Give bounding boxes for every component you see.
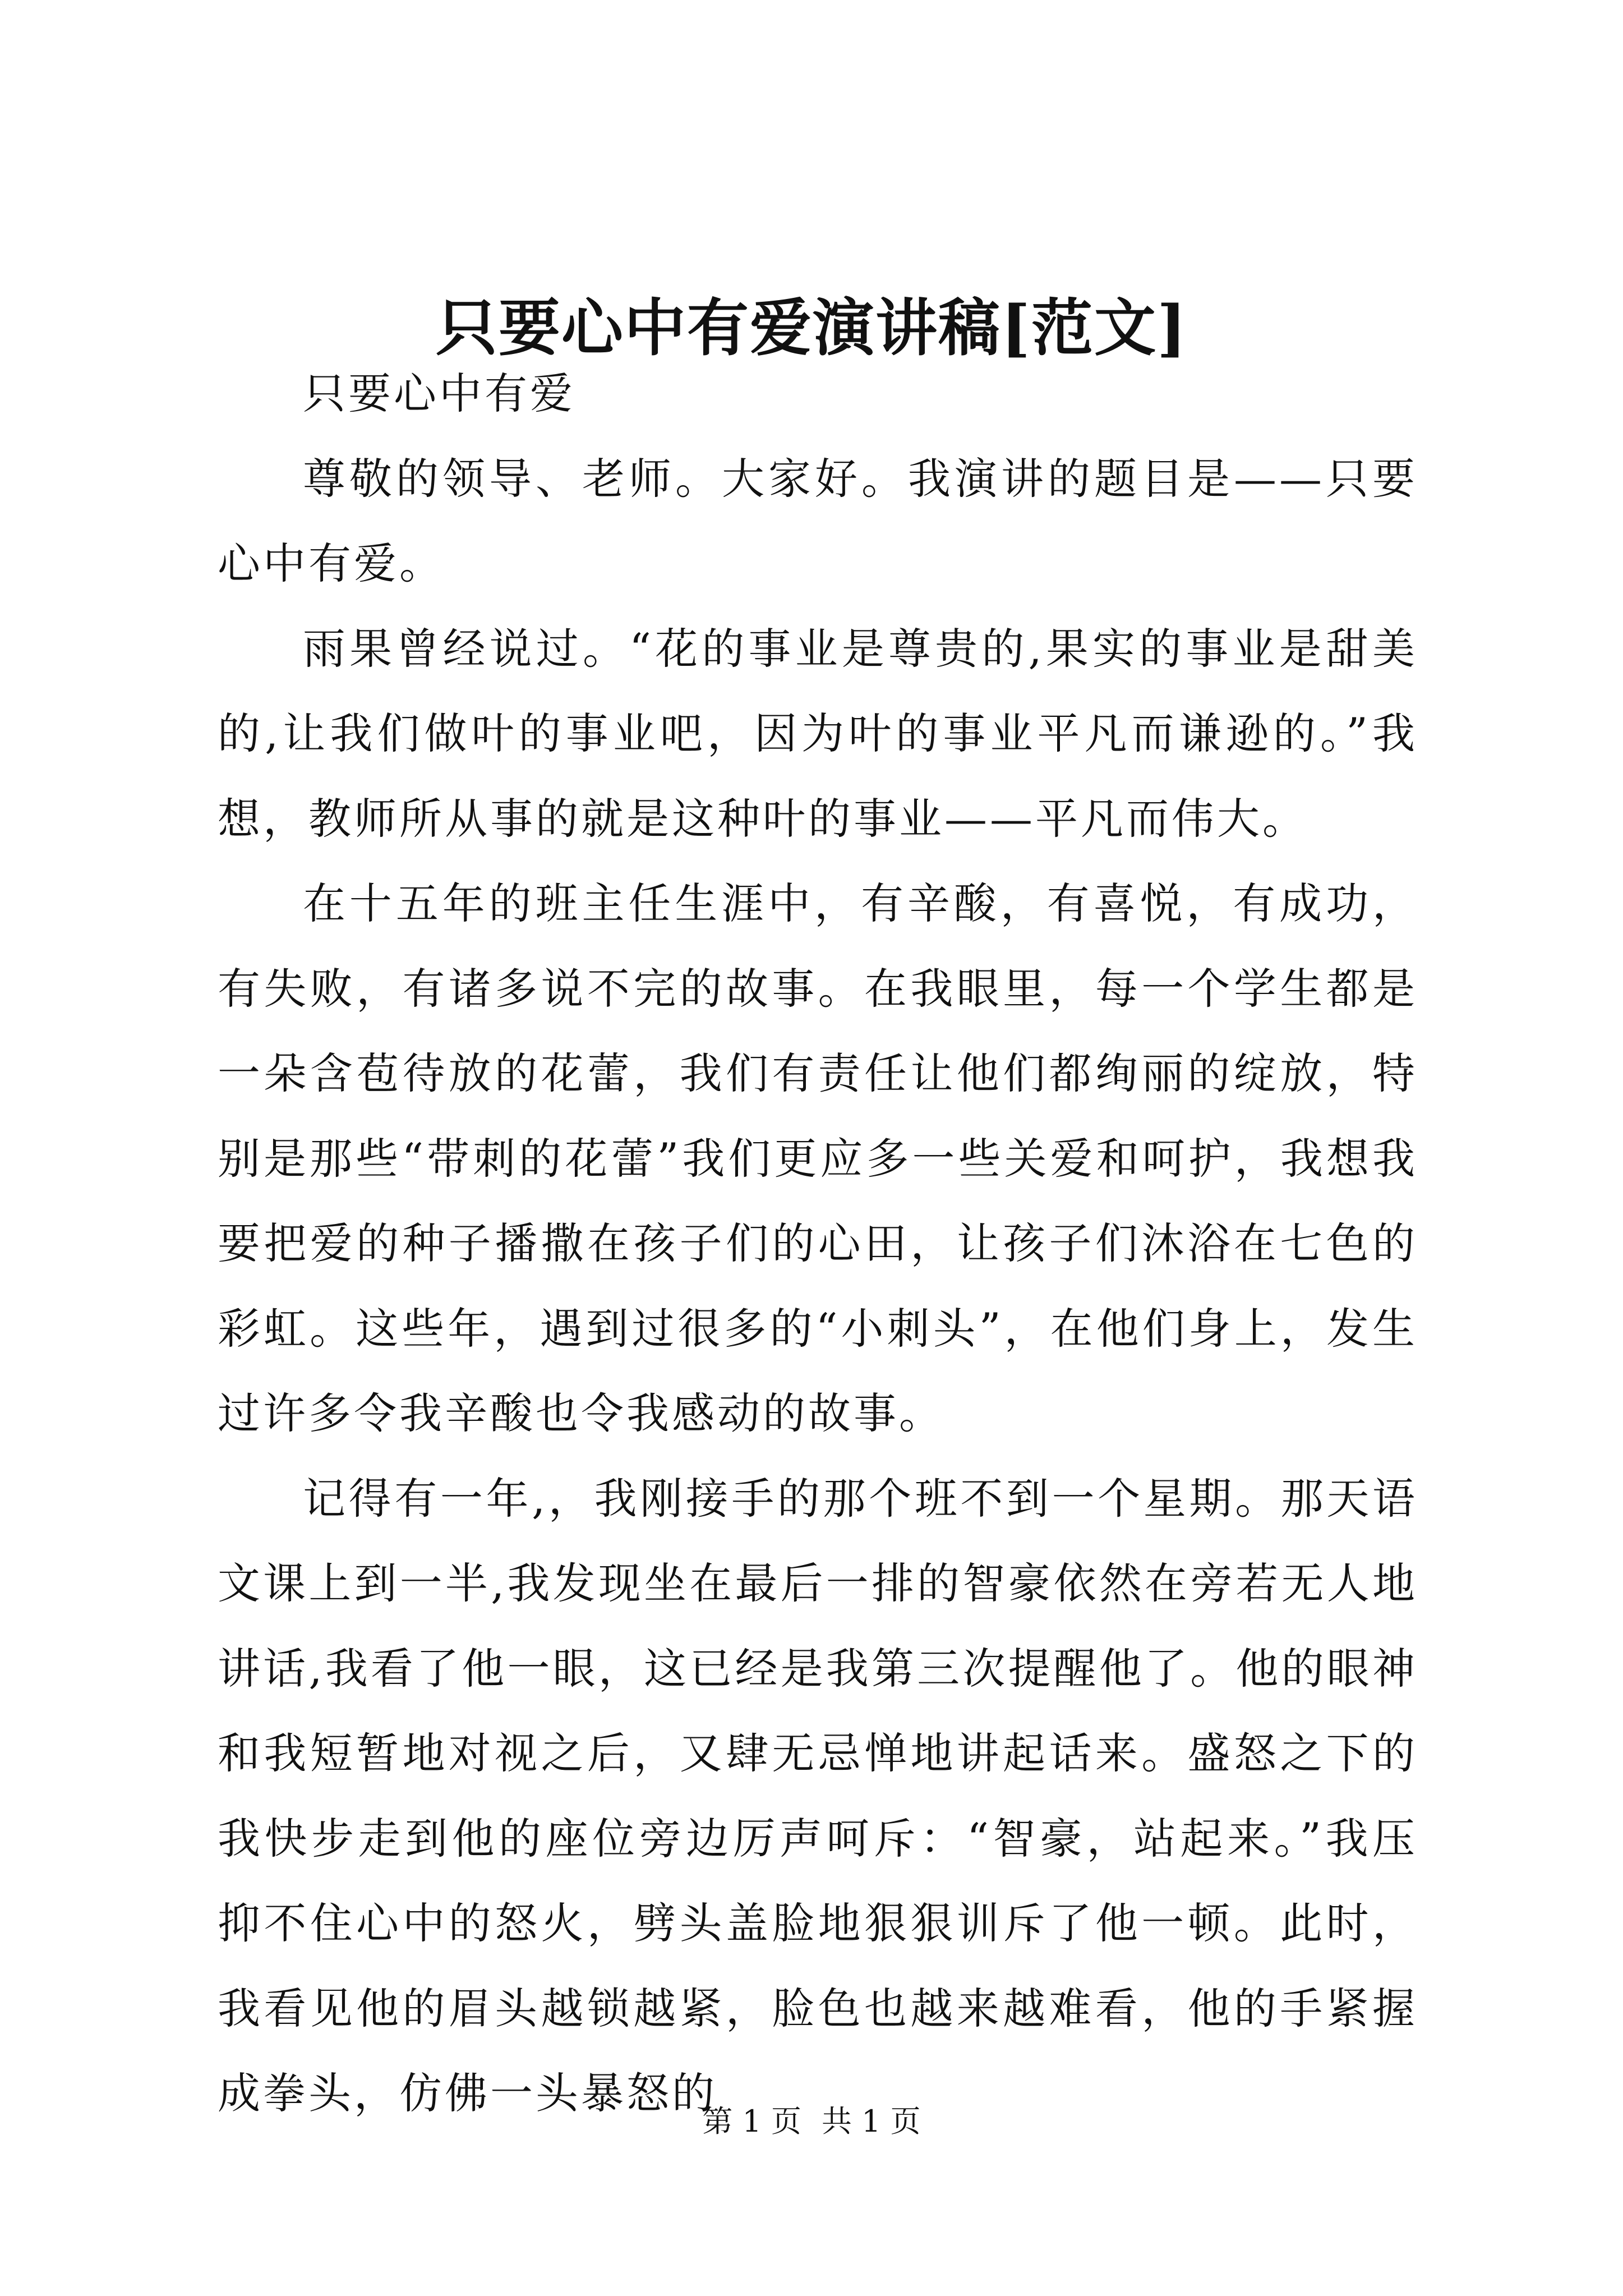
paragraph-career: 在十五年的班主任生涯中，有辛酸，有喜悦，有成功，有失败，有诸多说不完的故事。在我眼里，每一个学生都是一朵含苞待放的花蕾，我们有责任让他们都绚丽的绽放，特别是那些“带刺的花蕾”我们更应多一些关爱和呵护，我想我要把爱的种子播撒在孩子们的心田，让孩子们沐浴在七色的彩虹。这些年，遇到过很多的“小刺头”，在他们身上，发生过许多令我辛酸也令我感动的故事。: [218, 878, 1418, 1438]
page-number: 第 1 页: [702, 2104, 801, 2139]
paragraph-subtitle: 只要心中有爱: [303, 369, 575, 418]
page-footer: [0, 2099, 1623, 2144]
paragraph-quote: 雨果曾经说过。“花的事业是尊贵的,果实的事业是甜美的,让我们做叶的事业吧，因为叶的事业平凡而谦逊的。”我想，教师所从事的就是这种叶的事业——平凡而伟大。: [218, 623, 1418, 844]
document-body: [218, 351, 1418, 2136]
page-total: 共 1 页: [822, 2104, 921, 2139]
paragraph-story: 记得有一年,，我刚接手的那个班不到一个星期。那天语文课上到一半,我发现坐在最后一排的智豪依然在旁若无人地讲话,我看了他一眼，这已经是我第三次提醒他了。他的眼神和我短暂地对视之后，又肆无忌惮地讲起话来。盛怒之下的我快步走到他的座位旁边厉声呵斥：“智豪，站起来。”我压抑不住心中的怒火，劈头盖脸地狠狠训斥了他一顿。此时，我看见他的眉头越锁越紧，脸色也越来越难看，他的手紧握成拳头，仿佛一头暴怒的: [218, 1473, 1418, 2118]
document-title: 只要心中有爱演讲稿[范文]: [435, 292, 1188, 364]
paragraph-greeting: 尊敬的领导、老师。大家好。我演讲的题目是——只要心中有爱。: [218, 453, 1418, 588]
